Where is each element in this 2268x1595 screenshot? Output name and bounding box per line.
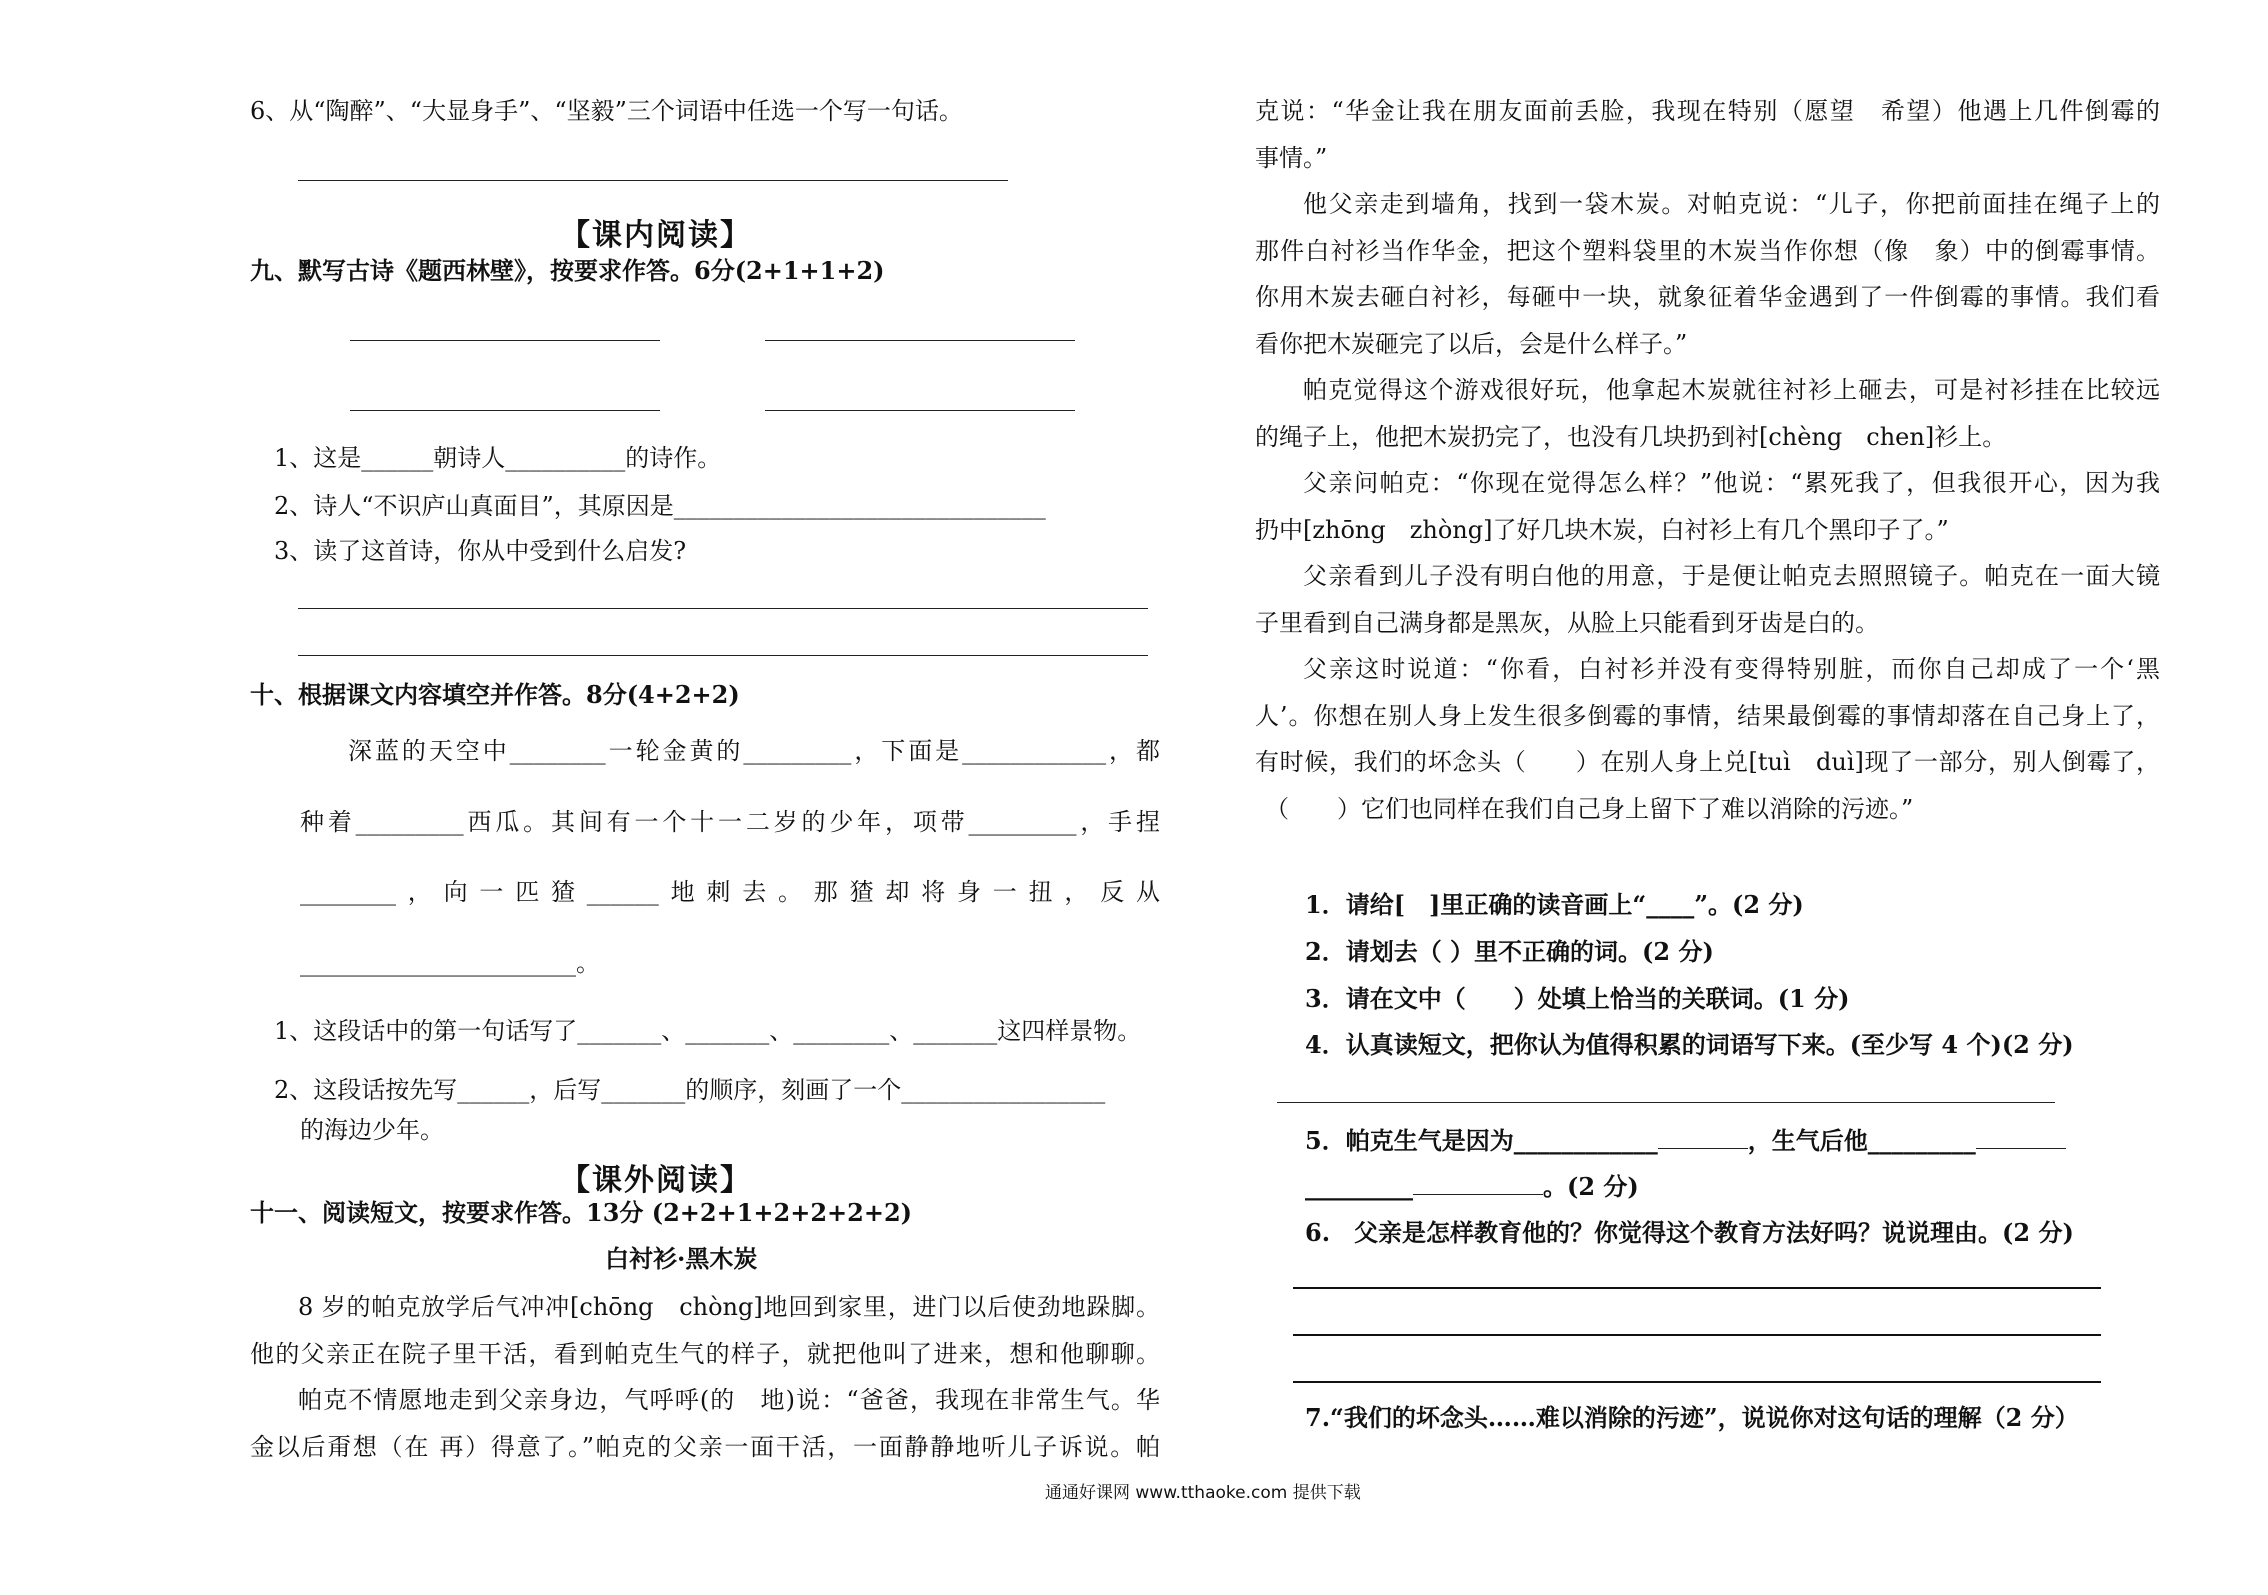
poem-line-3[interactable] [350,410,660,411]
question-9-3: 3、读了这首诗，你从中受到什么启发? [274,537,687,565]
passage-line: 深蓝的天空中________一轮金黄的_________，下面是____________，都 [348,737,1160,765]
story-line: 的绳子上，他把木炭扔完了，也没有几块扔到衬[chèng chen]衫上。 [1255,422,2007,451]
sub-question-2: 2．请划去（ ）里不正确的词。(2 分) [1305,937,1714,966]
story-line: 帕克不情愿地走到父亲身边，气呼呼(的 地)说：“爸爸，我现在非常生气。华 [298,1386,1160,1414]
section-heading-in-class: 【课内阅读】 [560,218,752,253]
question-6: 6、从“陶醉”、“大显身手”、“坚毅”三个词语中任选一个写一句话。 [250,97,963,125]
story-line: 事情。” [1255,143,1328,172]
page-footer: 通通好课网 www.tthaoke.com 提供下载 [1045,1483,1361,1503]
story-start [250,1284,1160,1470]
story-line: 有时候，我们的坏念头（ ）在别人身上兑[tuì duì]现了一部分，别人倒霉了， [1255,748,2160,776]
story-line: 那件白衬衫当作华金，把这个塑料袋里的木炭当作你想（像 象）中的倒霉事情。 [1255,236,2160,265]
answer-line[interactable] [298,608,1148,609]
story-continued [1255,88,2160,832]
story-title: 白衬衫·黑木炭 [605,1244,758,1273]
answer-blank[interactable] [1976,1128,2066,1149]
sub-question-7: 7.“我们的坏念头……难以消除的污迹”，说说你对这句话的理解（2 分） [1305,1403,2079,1432]
story-line: 金以后甭想（在 再）得意了。”帕克的父亲一面干活，一面静静地听儿子诉说。帕 [250,1432,1160,1461]
passage-line: 种着_________西瓜。其间有一个十一二岁的少年，项带_________，手捏 [300,807,1160,836]
story-line: 扔中[zhōng zhòng]了好几块木炭，白衬衫上有几个黑印子了。” [1255,515,1949,544]
sub-question-6: 6. 父亲是怎样教育他的？你觉得这个教育方法好吗？说说理由。(2 分) [1305,1218,2074,1247]
answer-blank[interactable] [1658,1128,1748,1149]
story-line: 父亲这时说道：“你看，白衬衫并没有变得特别脏，而你自己却成了一个‘黑 [1303,655,2160,683]
fill-in-passage [300,728,1160,986]
question-9-1: 1、这是______朝诗人__________的诗作。 [274,444,722,472]
passage-line: ________，向一匹猹______地刺去。那猹却将身一扭，反从 [300,878,1160,906]
story-line: 父亲问帕克：“你现在觉得怎么样？”他说：“累死我了，但我很开心，因为我 [1303,469,2160,497]
poem-line-2[interactable] [765,340,1075,341]
sub-question-1: 1．请给[ ]里正确的读音画上“____”。(2 分) [1305,890,1804,919]
question-10-1: 1、这段话中的第一句话写了_______、_______、________、_______这四样景物。 [274,1017,1142,1045]
story-line: 看你把木炭砸完了以后，会是什么样子。” [1255,329,1688,358]
sub-question-5-part: 。(2 分) [1543,1172,1639,1201]
story-line: 子里看到自己满身都是黑灰，从脸上只能看到牙齿是白的。 [1255,608,1879,637]
answer-line[interactable] [1293,1381,2101,1383]
poem-line-1[interactable] [350,340,660,341]
answer-line[interactable] [1293,1287,2101,1289]
sub-question-5-part: 5．帕克生气是因为____________ [1305,1126,1658,1155]
sub-question-4: 4．认真读短文，把你认为值得积累的词语写下来。(至少写 4 个)(2 分) [1305,1030,2074,1059]
answer-line[interactable] [1277,1102,2055,1103]
story-line: 克说：“华金让我在朋友面前丢脸，我现在特别（愿望 希望）他遇上几件倒霉的 [1255,97,2160,125]
answer-blank[interactable] [1413,1174,1543,1195]
answer-line[interactable] [298,655,1148,656]
sub-question-5-part: _________ [1305,1172,1413,1201]
question-11-title: 十一、阅读短文，按要求作答。13分 (2+2+1+2+2+2+2) [250,1198,913,1227]
sub-question-5-cont [1305,1172,1639,1202]
story-line: 他父亲走到墙角，找到一袋木炭。对帕克说：“儿子，你把前面挂在绳子上的 [1303,190,2160,218]
section-heading-extra: 【课外阅读】 [560,1163,752,1198]
passage-line: _______________________。 [300,948,600,977]
question-10-title: 十、根据课文内容填空并作答。8分(4+2+2) [250,680,740,709]
sub-question-5 [1305,1126,2066,1156]
story-line: 帕克觉得这个游戏很好玩，他拿起木炭就往衬衫上砸去，可是衬衫挂在比较远 [1303,376,2160,404]
answer-line[interactable] [298,180,1008,181]
question-10-2: 2、这段话按先写______，后写_______的顺序，刻画了一个_________________ [274,1076,1106,1104]
story-line: 8 岁的帕克放学后气冲冲[chōng chòng]地回到家里，进门以后使劲地跺脚。 [298,1293,1160,1321]
sub-question-3: 3．请在文中（ ）处填上恰当的关联词。(1 分) [1305,984,1850,1013]
answer-line[interactable] [1293,1334,2101,1336]
question-9-title: 九、默写古诗《题西林壁》，按要求作答。6分(2+1+1+2) [250,256,885,285]
story-line: 他的父亲正在院子里干活，看到帕克生气的样子，就把他叫了进来，想和他聊聊。 [250,1339,1160,1368]
story-line: 人’。你想在别人身上发生很多倒霉的事情，结果最倒霉的事情却落在自己身上了， [1255,701,2160,730]
story-line: 父亲看到儿子没有明白他的用意，于是便让帕克去照照镜子。帕克在一面大镜 [1303,562,2160,590]
question-10-2-end: 的海边少年。 [300,1116,444,1144]
sub-question-5-part: ，生气后他_________ [1747,1126,1976,1155]
poem-line-4[interactable] [765,410,1075,411]
story-line: 你用木炭去砸白衬衫，每砸中一块，就象征着华金遇到了一件倒霉的事情。我们看 [1255,283,2160,311]
story-line: （ ）它们也同样在我们自己身上留下了难以消除的污迹。” [1265,794,1914,823]
question-9-2: 2、诗人“不识庐山真面目”，其原因是_______________________________ [274,492,1046,520]
